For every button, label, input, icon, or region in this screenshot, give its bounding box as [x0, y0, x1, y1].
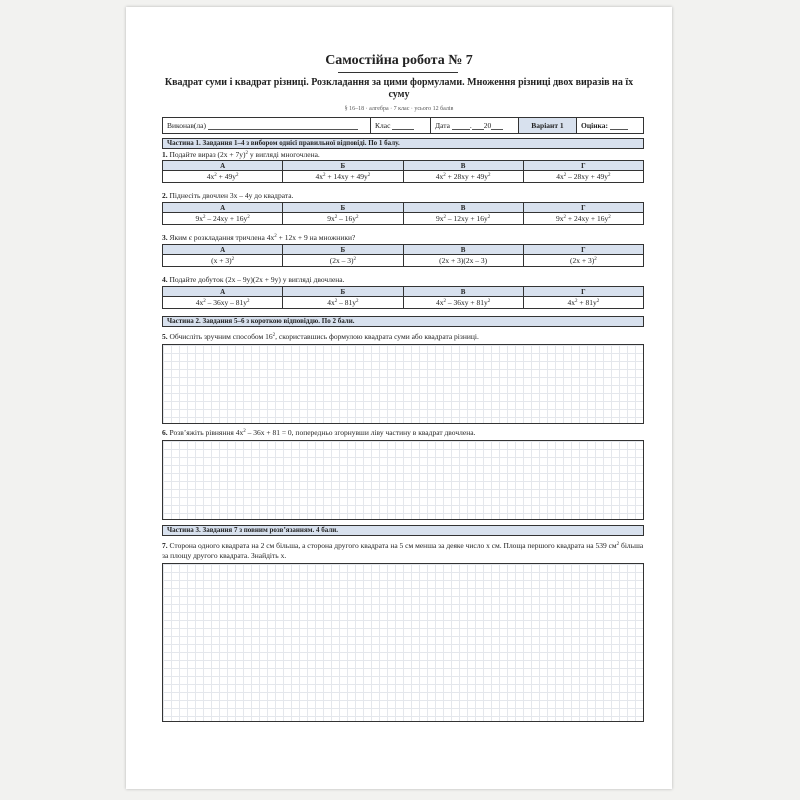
option-letter: Б — [283, 203, 403, 213]
class-blank[interactable] — [392, 122, 414, 130]
answer-option[interactable]: $9x^2 + 24xy + 16y^2$ — [523, 213, 643, 225]
grade-cell[interactable] — [577, 118, 643, 133]
worksheet-page — [126, 7, 672, 789]
answer-grid-5[interactable] — [162, 344, 644, 424]
answer-option[interactable]: $(2x + 3)^2$ — [523, 255, 643, 267]
variant-cell — [519, 118, 577, 133]
class-label: Клас — [375, 121, 391, 130]
option-letter: Г — [523, 287, 643, 297]
variant-label: Варіант 1 — [531, 121, 564, 130]
date-dot: . — [469, 121, 472, 130]
answer-option[interactable]: $4x^2 - 81y^2$ — [283, 297, 403, 309]
options-table-4 — [162, 286, 644, 309]
part-2-header: Частина 2. Завдання 5–6 з короткою відповіддю. По 2 бали. — [162, 316, 644, 327]
option-letter: Б — [283, 161, 403, 171]
student-name-cell[interactable] — [163, 118, 371, 133]
grade-blank[interactable] — [610, 122, 628, 130]
answer-option[interactable]: (2x – 3)$^2$ — [283, 255, 403, 267]
answer-option[interactable]: $9x^2 - 16y^2$ — [283, 213, 403, 225]
question-4: 4. Подайте добуток (2x – 9y)(2x + 9y) у вигляді двочлена. — [162, 275, 345, 284]
question-3: 3. Яким є розкладання тричлена $4x^2 + 12x + 9$ на множники? — [162, 233, 356, 242]
option-letter: А — [163, 287, 283, 297]
option-letter: В — [403, 203, 523, 213]
student-label: Виконав(ла) — [167, 121, 206, 130]
option-letter: В — [403, 245, 523, 255]
question-6: 6. Розв’яжіть рівняння $4x^2 - 36x + 81 = 0$, попередньо згорнувши ліву частину в квадрат двочлена. — [162, 428, 476, 437]
answer-option[interactable]: $9x^2 - 12xy + 16y^2$ — [403, 213, 523, 225]
question-7: 7. Сторона одного квадрата на 2 см більша, а сторона другого квадрата на 5 см менша за деяке число x см. Площа першого квадрата на 539 $см^2$ більша за площу другого квадрата. Знайдіть x. — [162, 541, 644, 560]
date-year: 20 — [483, 121, 492, 130]
page-title: Самостійна робота № 7 — [325, 53, 473, 68]
option-letter: В — [403, 161, 523, 171]
answer-option[interactable]: $4x^2 - 36xy + 81y^2$ — [403, 297, 523, 309]
options-table-3 — [162, 244, 644, 267]
answer-grid-7[interactable] — [162, 563, 644, 722]
option-letter: А — [163, 203, 283, 213]
question-1: 1. Подайте вираз $(2x + 7y)^2$ у вигляді многочлена. — [162, 150, 320, 159]
student-info-row — [162, 117, 644, 134]
option-letter: Б — [283, 287, 403, 297]
option-letter: В — [403, 287, 523, 297]
options-table-2 — [162, 202, 644, 225]
answer-option[interactable]: $9x^2 - 24xy + 16y^2$ — [163, 213, 283, 225]
answer-option[interactable]: $4x^2 + 81y^2$ — [523, 297, 643, 309]
page-subtitle: Квадрат суми і квадрат різниці. Розкладання за цими формулами. Множення різниці двох виразів на їх суму — [164, 77, 634, 100]
part-3-header: Частина 3. Завдання 7 з повним розв’язанням. 4 бали. — [162, 525, 644, 536]
answer-option[interactable]: $4x^2 + 14xy + 49y^2$ — [283, 171, 403, 183]
student-name-blank[interactable] — [208, 122, 358, 130]
part-1-header: Частина 1. Завдання 1–4 з вибором однієї правильної відповіді. По 1 балу. — [162, 138, 644, 149]
grade-label: Оцінка: — [581, 121, 609, 130]
option-letter: Г — [523, 203, 643, 213]
answer-grid-6[interactable] — [162, 440, 644, 520]
class-cell[interactable] — [371, 118, 431, 133]
answer-option[interactable]: $4x^2 - 28xy + 49y^2$ — [523, 171, 643, 183]
answer-option[interactable]: $4x^2 - 36xy - 81y^2$ — [163, 297, 283, 309]
answer-option[interactable]: (2x + 3)(2x – 3) — [403, 255, 523, 267]
answer-option[interactable]: $4x^2 + 28xy + 49y^2$ — [403, 171, 523, 183]
date-cell[interactable] — [431, 118, 519, 133]
option-letter: А — [163, 245, 283, 255]
option-letter: А — [163, 161, 283, 171]
question-2: 2. Піднесіть двочлен 3x – 4y до квадрата. — [162, 191, 294, 200]
answer-option[interactable]: $4x^2 + 49y^2$ — [163, 171, 283, 183]
option-letter: Г — [523, 245, 643, 255]
option-letter: Б — [283, 245, 403, 255]
date-label: Дата — [435, 121, 450, 130]
options-table-1 — [162, 160, 644, 183]
title-underline — [338, 72, 458, 73]
question-5: 5. Обчисліть зручним способом $16^2$, скориставшись формулою квадрата суми або квадрата різниці. — [162, 332, 479, 341]
option-letter: Г — [523, 161, 643, 171]
answer-option[interactable]: $(x + 3)^2$ — [163, 255, 283, 267]
page-meta: § 16–18 · алгебра · 7 клас · усього 12 балів — [344, 106, 454, 112]
